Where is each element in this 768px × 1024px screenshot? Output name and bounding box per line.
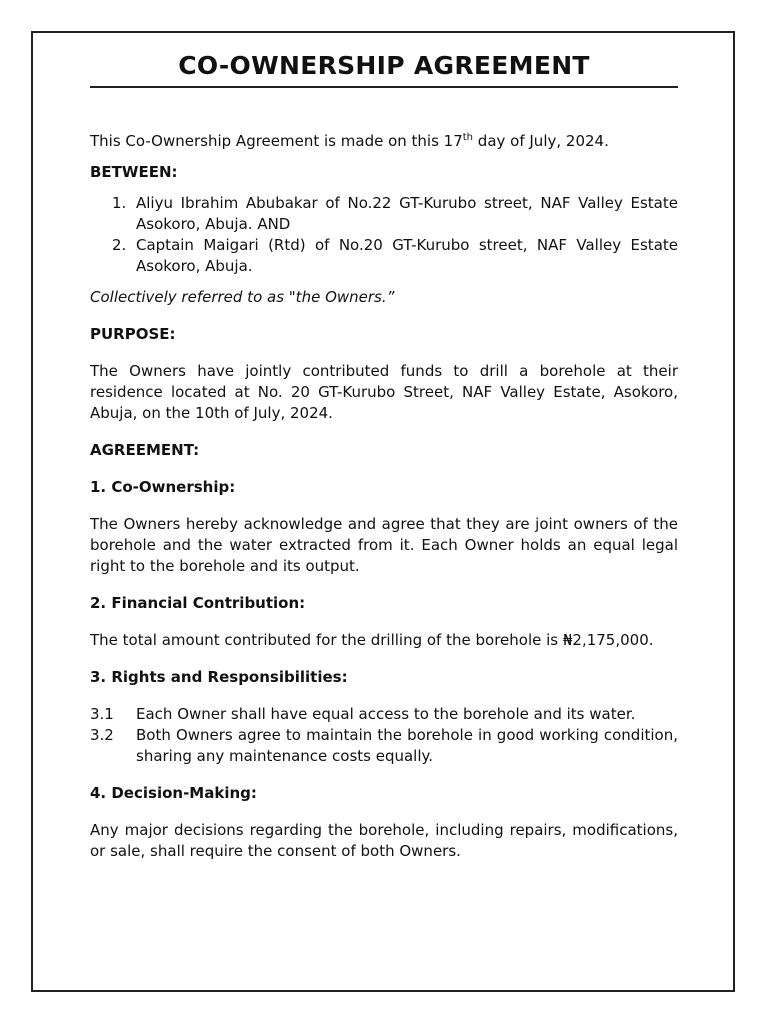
title-underline xyxy=(90,86,678,88)
section-1-paragraph: The Owners hereby acknowledge and agree that they are joint owners of the borehole and the water extracted from it. Each Owner holds an equal legal right to the borehole and its output. xyxy=(90,515,678,575)
party-item xyxy=(90,235,678,277)
intro-text-end: day of July, 2024. xyxy=(473,132,609,150)
clause-list xyxy=(90,704,678,767)
party-list xyxy=(90,193,678,277)
section-4-paragraph: Any major decisions regarding the borehole, including repairs, modifications, or sale, shall require the consent of both Owners. xyxy=(90,821,678,860)
ordinal-suffix: th xyxy=(462,132,474,143)
section-4-heading: 4. Decision-Making: xyxy=(90,784,257,802)
clause-item xyxy=(90,725,678,767)
collective-note: Collectively referred to as "the Owners.” xyxy=(90,288,395,306)
clause-text: Each Owner shall have equal access to the borehole and its water. xyxy=(136,705,636,723)
document-title: CO-OWNERSHIP AGREEMENT xyxy=(178,51,590,80)
section-1-heading: 1. Co-Ownership: xyxy=(90,478,236,496)
clause-number: 3.1 xyxy=(90,705,114,723)
party-number: 2. xyxy=(112,236,127,254)
clause-number: 3.2 xyxy=(90,726,114,744)
agreement-heading: AGREEMENT: xyxy=(90,441,200,459)
party-number: 1. xyxy=(112,194,127,212)
clause-text: Both Owners agree to maintain the borehole in good working condition, sharing any maintenance costs equally. xyxy=(136,726,678,765)
purpose-paragraph: The Owners have jointly contributed funds to drill a borehole at their residence located at No. 20 GT-Kurubo Street, NAF Valley Estate, Asokoro, Abuja, on the 10th of July, 2024. xyxy=(90,362,678,422)
section-3-heading: 3. Rights and Responsibilities: xyxy=(90,668,348,686)
section-2-paragraph: The total amount contributed for the drilling of the borehole is ₦2,175,000. xyxy=(90,631,654,649)
document-body xyxy=(90,50,678,862)
party-text: Aliyu Ibrahim Abubakar of No.22 GT-Kurubo street, NAF Valley Estate Asokoro, Abuja. AND xyxy=(136,194,678,233)
purpose-heading: PURPOSE: xyxy=(90,325,176,343)
intro-paragraph xyxy=(90,131,678,152)
between-heading: BETWEEN: xyxy=(90,163,178,181)
clause-item xyxy=(90,704,678,725)
party-item xyxy=(90,193,678,235)
party-text: Captain Maigari (Rtd) of No.20 GT-Kurubo street, NAF Valley Estate Asokoro, Abuja. xyxy=(136,236,678,275)
intro-text-start: This Co-Ownership Agreement is made on this 17 xyxy=(90,132,463,150)
section-2-heading: 2. Financial Contribution: xyxy=(90,594,306,612)
